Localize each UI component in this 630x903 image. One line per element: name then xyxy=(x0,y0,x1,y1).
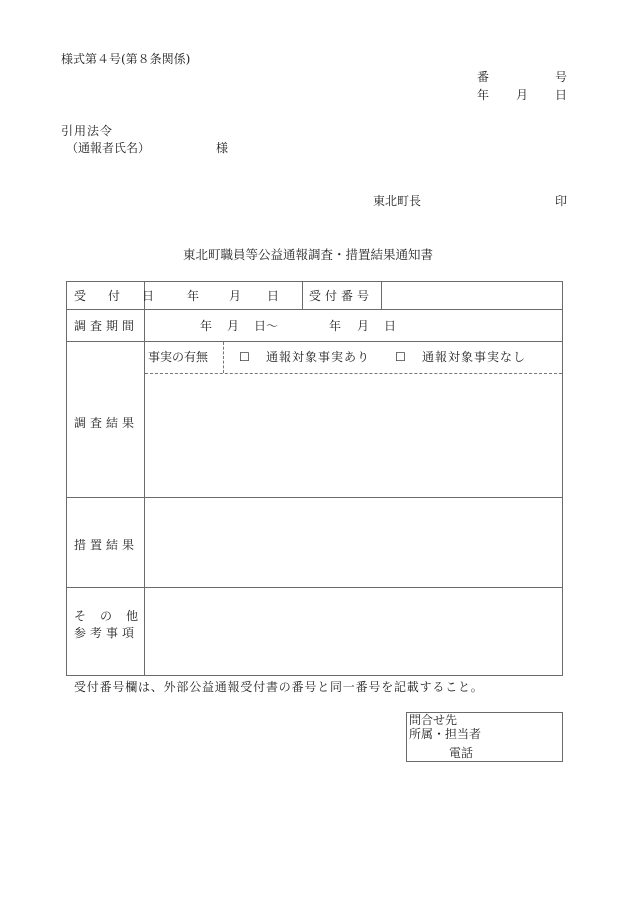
received-number-field[interactable] xyxy=(385,285,557,305)
contact-department: 所属・担当者 xyxy=(409,727,482,741)
label-column-divider xyxy=(144,282,145,675)
label-received-date: 受 付 日 xyxy=(74,289,160,303)
doc-number-label-ban: 番 xyxy=(477,70,490,84)
honorific: 様 xyxy=(216,141,229,155)
contact-box xyxy=(406,712,563,762)
fact-divider-dashed xyxy=(223,342,224,373)
cell-divider xyxy=(381,282,382,309)
period-from-day: 日～ xyxy=(254,319,279,333)
seal-mark: 印 xyxy=(555,194,568,208)
result-body-field[interactable] xyxy=(147,377,559,493)
row-divider xyxy=(67,341,562,342)
form-number: 様式第４号(第８条関係) xyxy=(61,52,191,66)
label-investigation-period: 調査期間 xyxy=(74,319,139,333)
label-other-2: 参考事項 xyxy=(74,626,139,640)
recipient-name-label: （通報者氏名） xyxy=(66,141,151,155)
received-month: 月 xyxy=(229,289,242,303)
label-investigation-result: 調査結果 xyxy=(74,416,139,430)
period-to-day: 日 xyxy=(384,319,397,333)
checkbox-fact-exists[interactable]: ☐ xyxy=(239,350,250,364)
measure-body-field[interactable] xyxy=(147,501,559,583)
option-fact-exists: 通報対象事実あり xyxy=(266,350,371,364)
period-from-month: 月 xyxy=(227,319,240,333)
period-to-month: 月 xyxy=(357,319,370,333)
checkbox-fact-not-exists[interactable]: ☐ xyxy=(395,350,406,364)
label-fact-existence: 事実の有無 xyxy=(148,350,209,364)
label-other-1: そ の 他 xyxy=(74,609,140,623)
date-day-label: 日 xyxy=(555,88,568,102)
option-fact-not-exists: 通報対象事実なし xyxy=(422,350,527,364)
other-body-field[interactable] xyxy=(147,591,559,671)
date-month-label: 月 xyxy=(516,88,529,102)
issuer: 東北町長 xyxy=(373,194,422,208)
footnote: 受付番号欄は、外部公益通報受付書の番号と同一番号を記載すること。 xyxy=(74,680,484,694)
doc-number-label-go: 号 xyxy=(555,70,568,84)
cell-divider xyxy=(302,282,303,309)
label-measure-result: 措置結果 xyxy=(74,538,139,552)
notification-table xyxy=(66,281,563,676)
row-divider xyxy=(67,497,562,498)
contact-title: 問合せ先 xyxy=(409,713,458,727)
date-year-label: 年 xyxy=(477,88,490,102)
statute-label: 引用法令 xyxy=(61,124,114,138)
period-from-year: 年 xyxy=(200,319,213,333)
received-day: 日 xyxy=(267,289,280,303)
label-received-number: 受付番号 xyxy=(309,289,374,303)
row-divider xyxy=(67,309,562,310)
period-to-year: 年 xyxy=(329,319,342,333)
received-year: 年 xyxy=(187,289,200,303)
fact-row-dashed xyxy=(145,373,562,374)
document-title: 東北町職員等公益通報調査・措置結果通知書 xyxy=(183,247,434,262)
row-divider xyxy=(67,587,562,588)
contact-phone: 電話 xyxy=(449,746,474,760)
